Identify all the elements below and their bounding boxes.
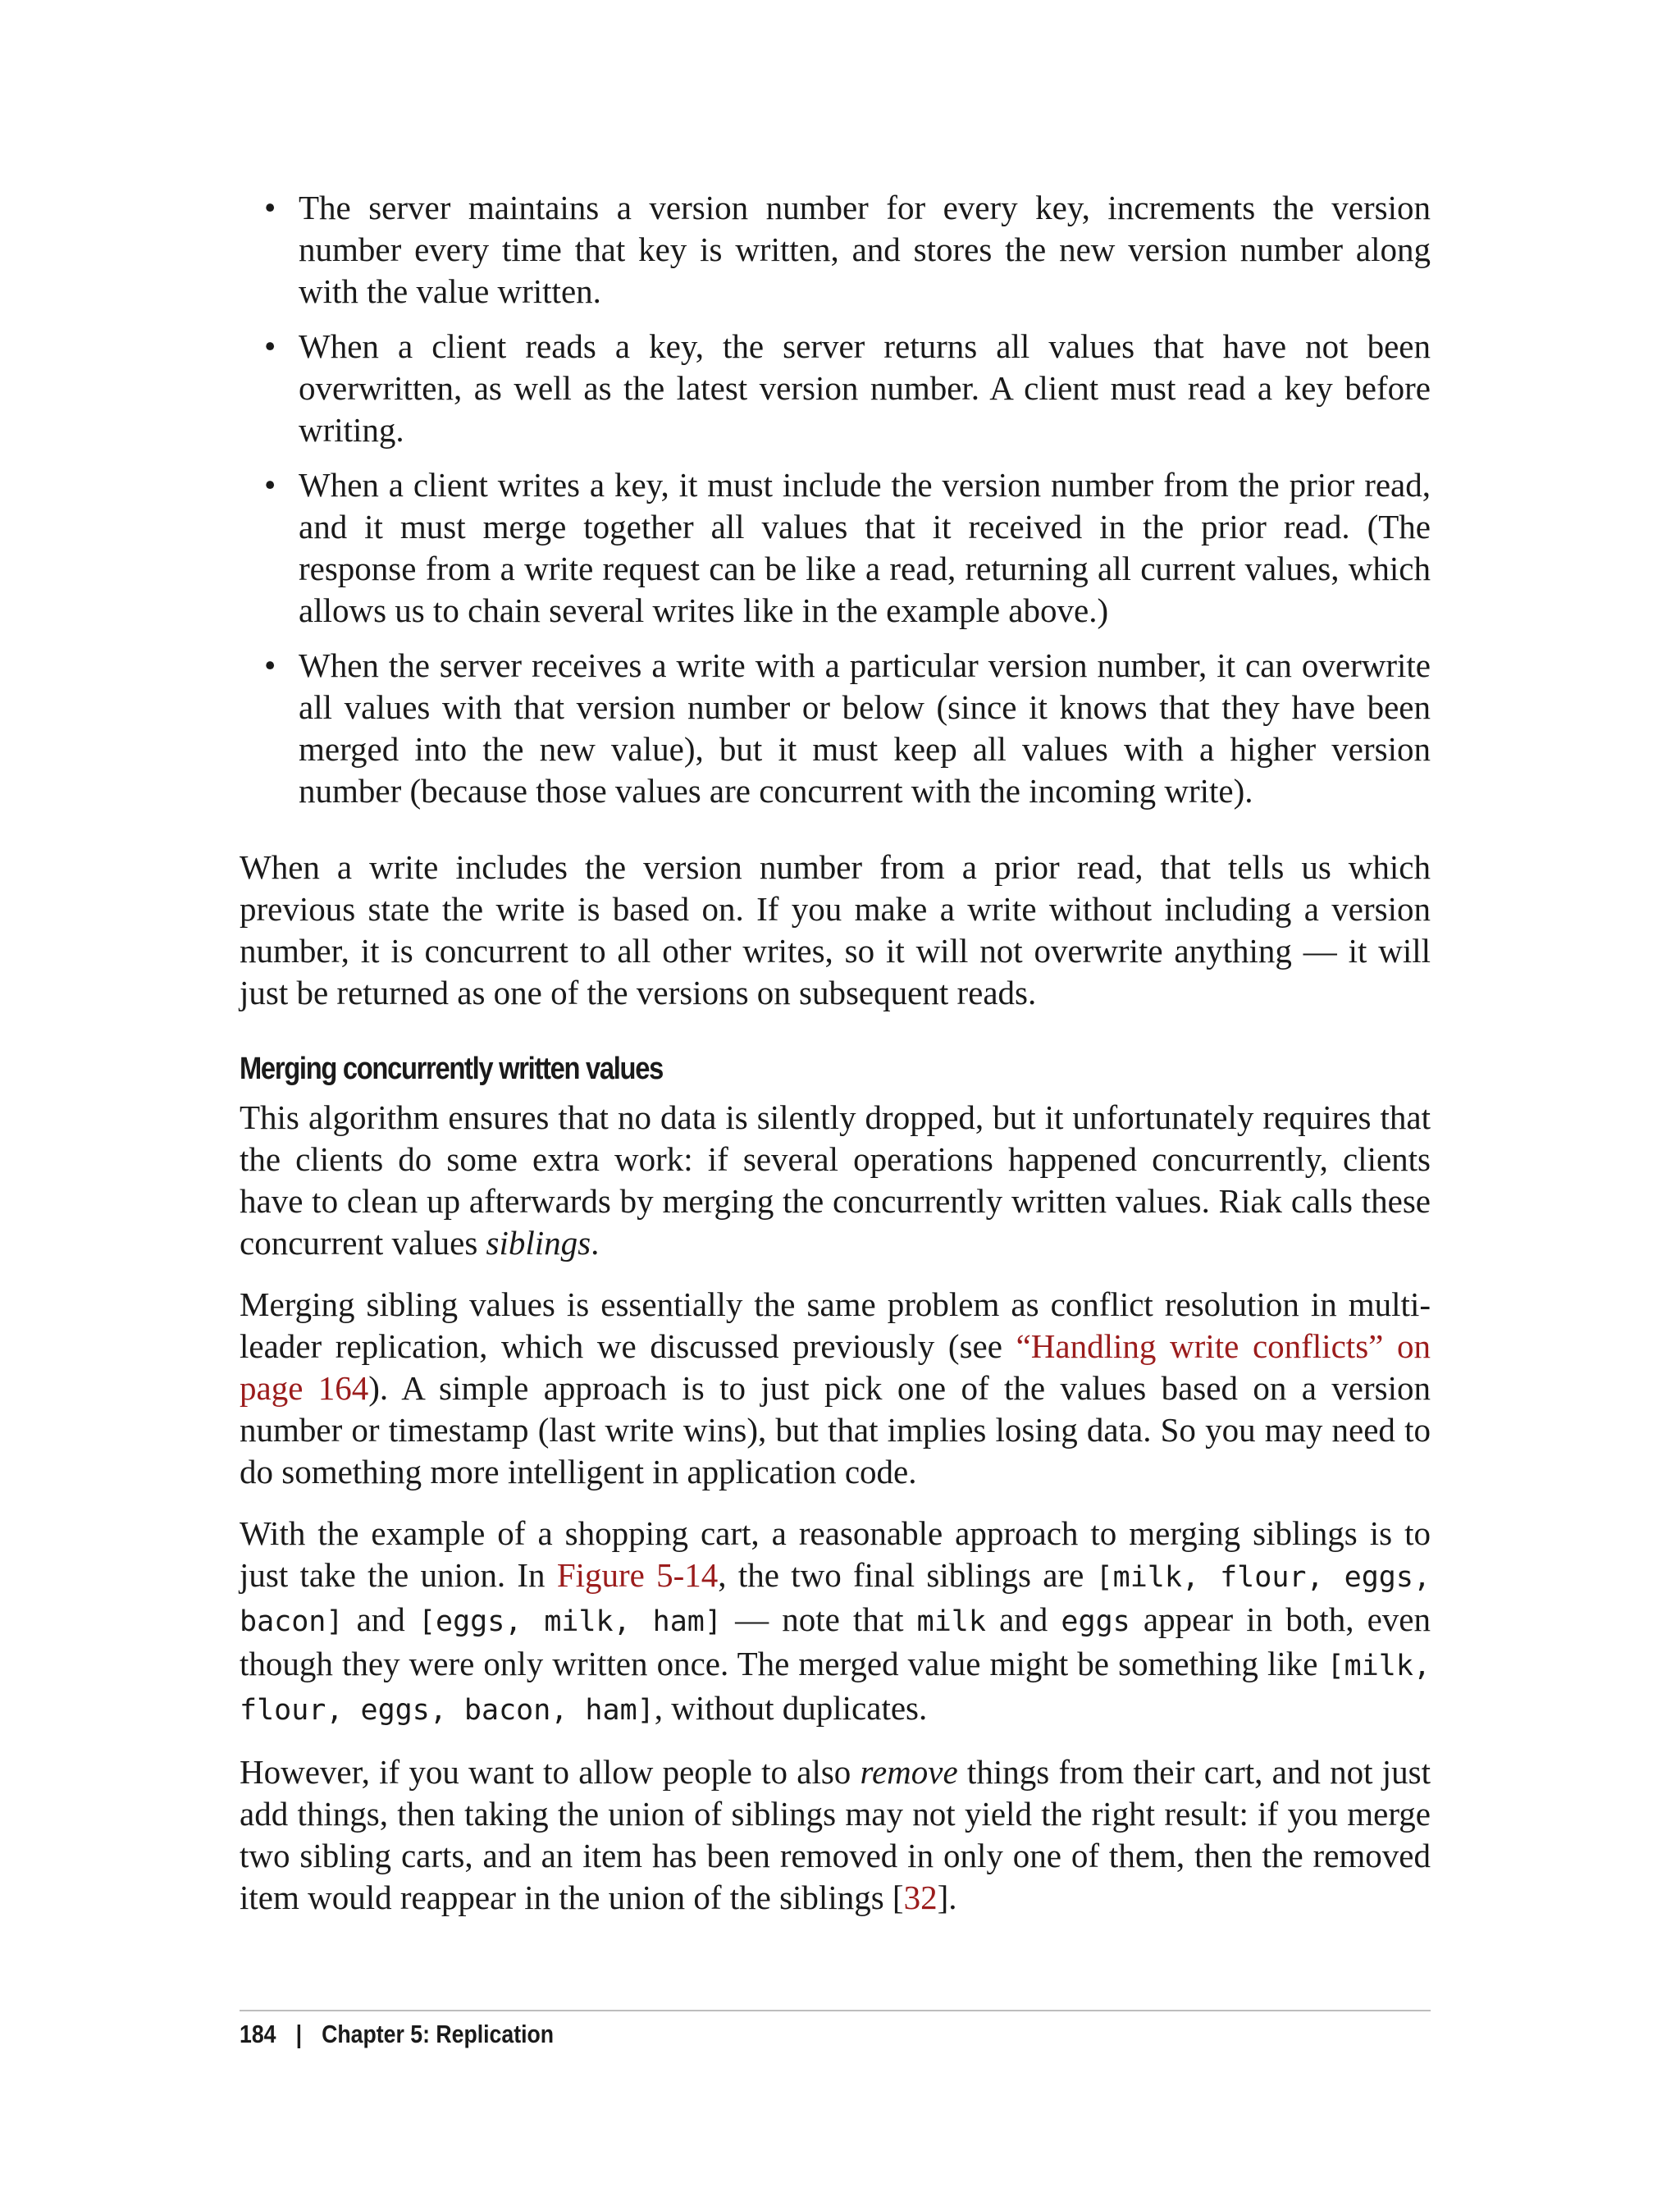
section-heading: Merging concurrently written values xyxy=(240,1052,663,1086)
emphasis-remove: remove xyxy=(860,1753,958,1791)
paragraph-text: . xyxy=(591,1224,600,1262)
paragraph-text: appear in both, even though they were only written once. The merged value might be something like xyxy=(240,1600,1431,1682)
footer-separator: | xyxy=(295,2020,303,2048)
list-item-text: When a client writes a key, it must include the version number from the prior read, and it must merge together all values that it received in the prior read. (The response from a write request can be like a read, returning all current values, which allows us to chain several writes like in the example above.) xyxy=(299,466,1431,629)
page-footer xyxy=(240,2020,554,2049)
code-sibling-1: [milk, flour, eggs, bacon] xyxy=(240,1561,1431,1638)
paragraph-shopping-cart xyxy=(240,1513,1431,1732)
code-merged-value: [milk, flour, eggs, bacon, ham] xyxy=(240,1650,1431,1727)
paragraph-text: With the example of a shopping cart, a reasonable approach to merging siblings is to just take the union. In xyxy=(240,1514,1431,1594)
bullet-list xyxy=(240,187,1431,812)
xref-link-figure-5-14[interactable]: Figure 5-14 xyxy=(556,1556,719,1594)
paragraph-version-number: When a write includes the version number from a prior read, that tells us which previous state the write is based on. If you make a write without including a version number, it is concurrent to all other writes, so it will not overwrite anything — it will just be returned as one of the versions on subsequent reads. xyxy=(240,848,1431,1011)
code-eggs: eggs xyxy=(1061,1605,1130,1638)
bullet-icon: • xyxy=(264,189,276,226)
paragraph-text: ). A simple approach is to just pick one of the values based on a version number or timestamp (last write wins), but that implies losing data. So you may need to do something more intelligent in application code. xyxy=(240,1369,1431,1491)
paragraph-text: and xyxy=(985,1600,1061,1638)
list-item xyxy=(240,187,1431,313)
emphasis-siblings: siblings xyxy=(486,1224,591,1262)
bullet-icon: • xyxy=(264,646,276,684)
paragraph-text: Merging sibling values is essentially the same problem as conflict resolution in multi-leader replication, which we discussed previously (see xyxy=(240,1285,1431,1365)
paragraph-merging-siblings xyxy=(240,1284,1431,1493)
paragraph-text: ]. xyxy=(937,1879,957,1916)
bullet-icon: • xyxy=(264,327,276,365)
page-content xyxy=(240,187,1431,1938)
paragraph-text: , the two final siblings are xyxy=(718,1556,1096,1594)
paragraph-text: This algorithm ensures that no data is silently dropped, but it unfortunately requires that the clients do some extra work: if several operations happened concurrently, clients have to clean up afterwards by merging the concurrently written values. Riak calls these concurrent values xyxy=(240,1098,1431,1262)
chapter-title: Chapter 5: Replication xyxy=(322,2020,555,2048)
page-number: 184 xyxy=(240,2020,276,2048)
list-item-text: When the server receives a write with a particular version number, it can overwrite all values with that version number or below (since it knows that they have been merged into the new value), but it must keep all values with a higher version number (because those values are concurrent with the incoming write). xyxy=(299,646,1431,810)
paragraph-text: and xyxy=(343,1600,418,1638)
list-item xyxy=(240,326,1431,451)
code-milk: milk xyxy=(916,1605,986,1638)
xref-link-handling-write-conflicts[interactable]: “Handling write conflicts” on page 164 xyxy=(240,1327,1431,1407)
paragraph-text: — note that xyxy=(721,1600,917,1638)
bullet-icon: • xyxy=(264,466,276,504)
code-sibling-2: [eggs, milk, ham] xyxy=(418,1605,722,1638)
list-item xyxy=(240,645,1431,812)
paragraph-remove-items xyxy=(240,1751,1431,1919)
paragraph-text: , without duplicates. xyxy=(654,1689,928,1727)
paragraph-siblings xyxy=(240,1097,1431,1264)
paragraph-text: things from their cart, and not just add things, then taking the union of siblings may not yield the right result: if you merge two sibling carts, and an item has been removed in only one of them, then the removed item would reappear in the union of the siblings [ xyxy=(240,1753,1431,1916)
footer-divider xyxy=(240,2010,1431,2011)
citation-link-32[interactable]: 32 xyxy=(903,1879,938,1916)
list-item-text: When a client reads a key, the server returns all values that have not been overwritten, as well as the latest version number. A client must read a key before writing. xyxy=(299,327,1431,449)
list-item-text: The server maintains a version number for every key, increments the version number every time that key is written, and stores the new version number along with the value written. xyxy=(299,189,1431,310)
list-item xyxy=(240,464,1431,632)
paragraph-text: However, if you want to allow people to also xyxy=(240,1753,861,1791)
